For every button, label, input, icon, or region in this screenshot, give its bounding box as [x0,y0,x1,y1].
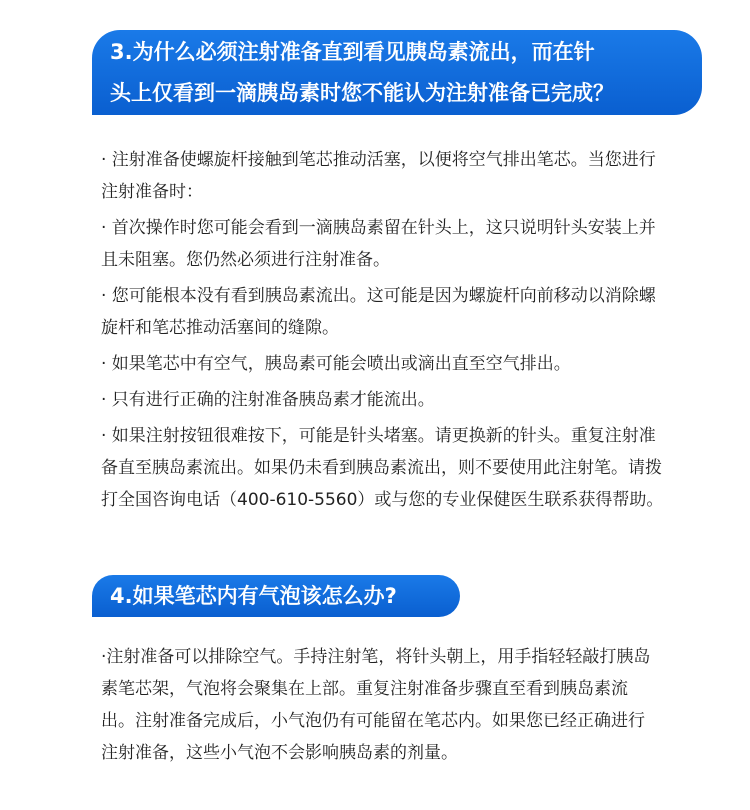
question-3-title-line2: 头上仅看到一滴胰岛素时您不能认为注射准备已完成？ [110,81,614,105]
answer-4-paragraph: ·注射准备可以排除空气。手持注射笔，将针头朝上，用手指轻轻敲打胰岛素笔芯架，气泡将会聚集在上部。重复注射准备步骤直至看到胰岛素流出。注射准备完成后，小气泡仍有可能留在笔芯内。如果您已经正确进行注射准备，这些小气泡不会影响胰岛素的剂量。 [101,647,651,763]
answer-3-paragraph: · 如果笔芯中有空气，胰岛素可能会喷出或滴出直至空气排出。 [101,354,571,374]
question-4-header [92,575,460,617]
answer-3-paragraph: · 如果注射按钮很难按下，可能是针头堵塞。请更换新的针头。重复注射准备直至胰岛素流出。如果仍未看到胰岛素流出，则不要使用此注射笔。请拨打全国咨询电话（400-610-5560）或与您的专业保健医生联系获得帮助。 [101,426,664,510]
answer-3-paragraph: · 只有进行正确的注射准备胰岛素才能流出。 [101,390,435,410]
answer-3-body [101,144,671,520]
answer-3-paragraph: · 注射准备使螺旋杆接触到笔芯推动活塞，以便将空气排出笔芯。当您进行注射准备时： [101,150,656,202]
question-3-title-line1: 3.为什么必须注射准备直到看见胰岛素流出，而在针 [110,40,595,64]
question-3-header [92,30,702,115]
answer-3-paragraph: · 首次操作时您可能会看到一滴胰岛素留在针头上，这只说明针头安装上并且未阻塞。您仍然必须进行注射准备。 [101,218,656,270]
answer-4-body [101,641,661,773]
question-4-title: 4.如果笔芯内有气泡该怎么办? [110,584,397,608]
answer-3-paragraph: · 您可能根本没有看到胰岛素流出。这可能是因为螺旋杆向前移动以消除螺旋杆和笔芯推动活塞间的缝隙。 [101,286,656,338]
